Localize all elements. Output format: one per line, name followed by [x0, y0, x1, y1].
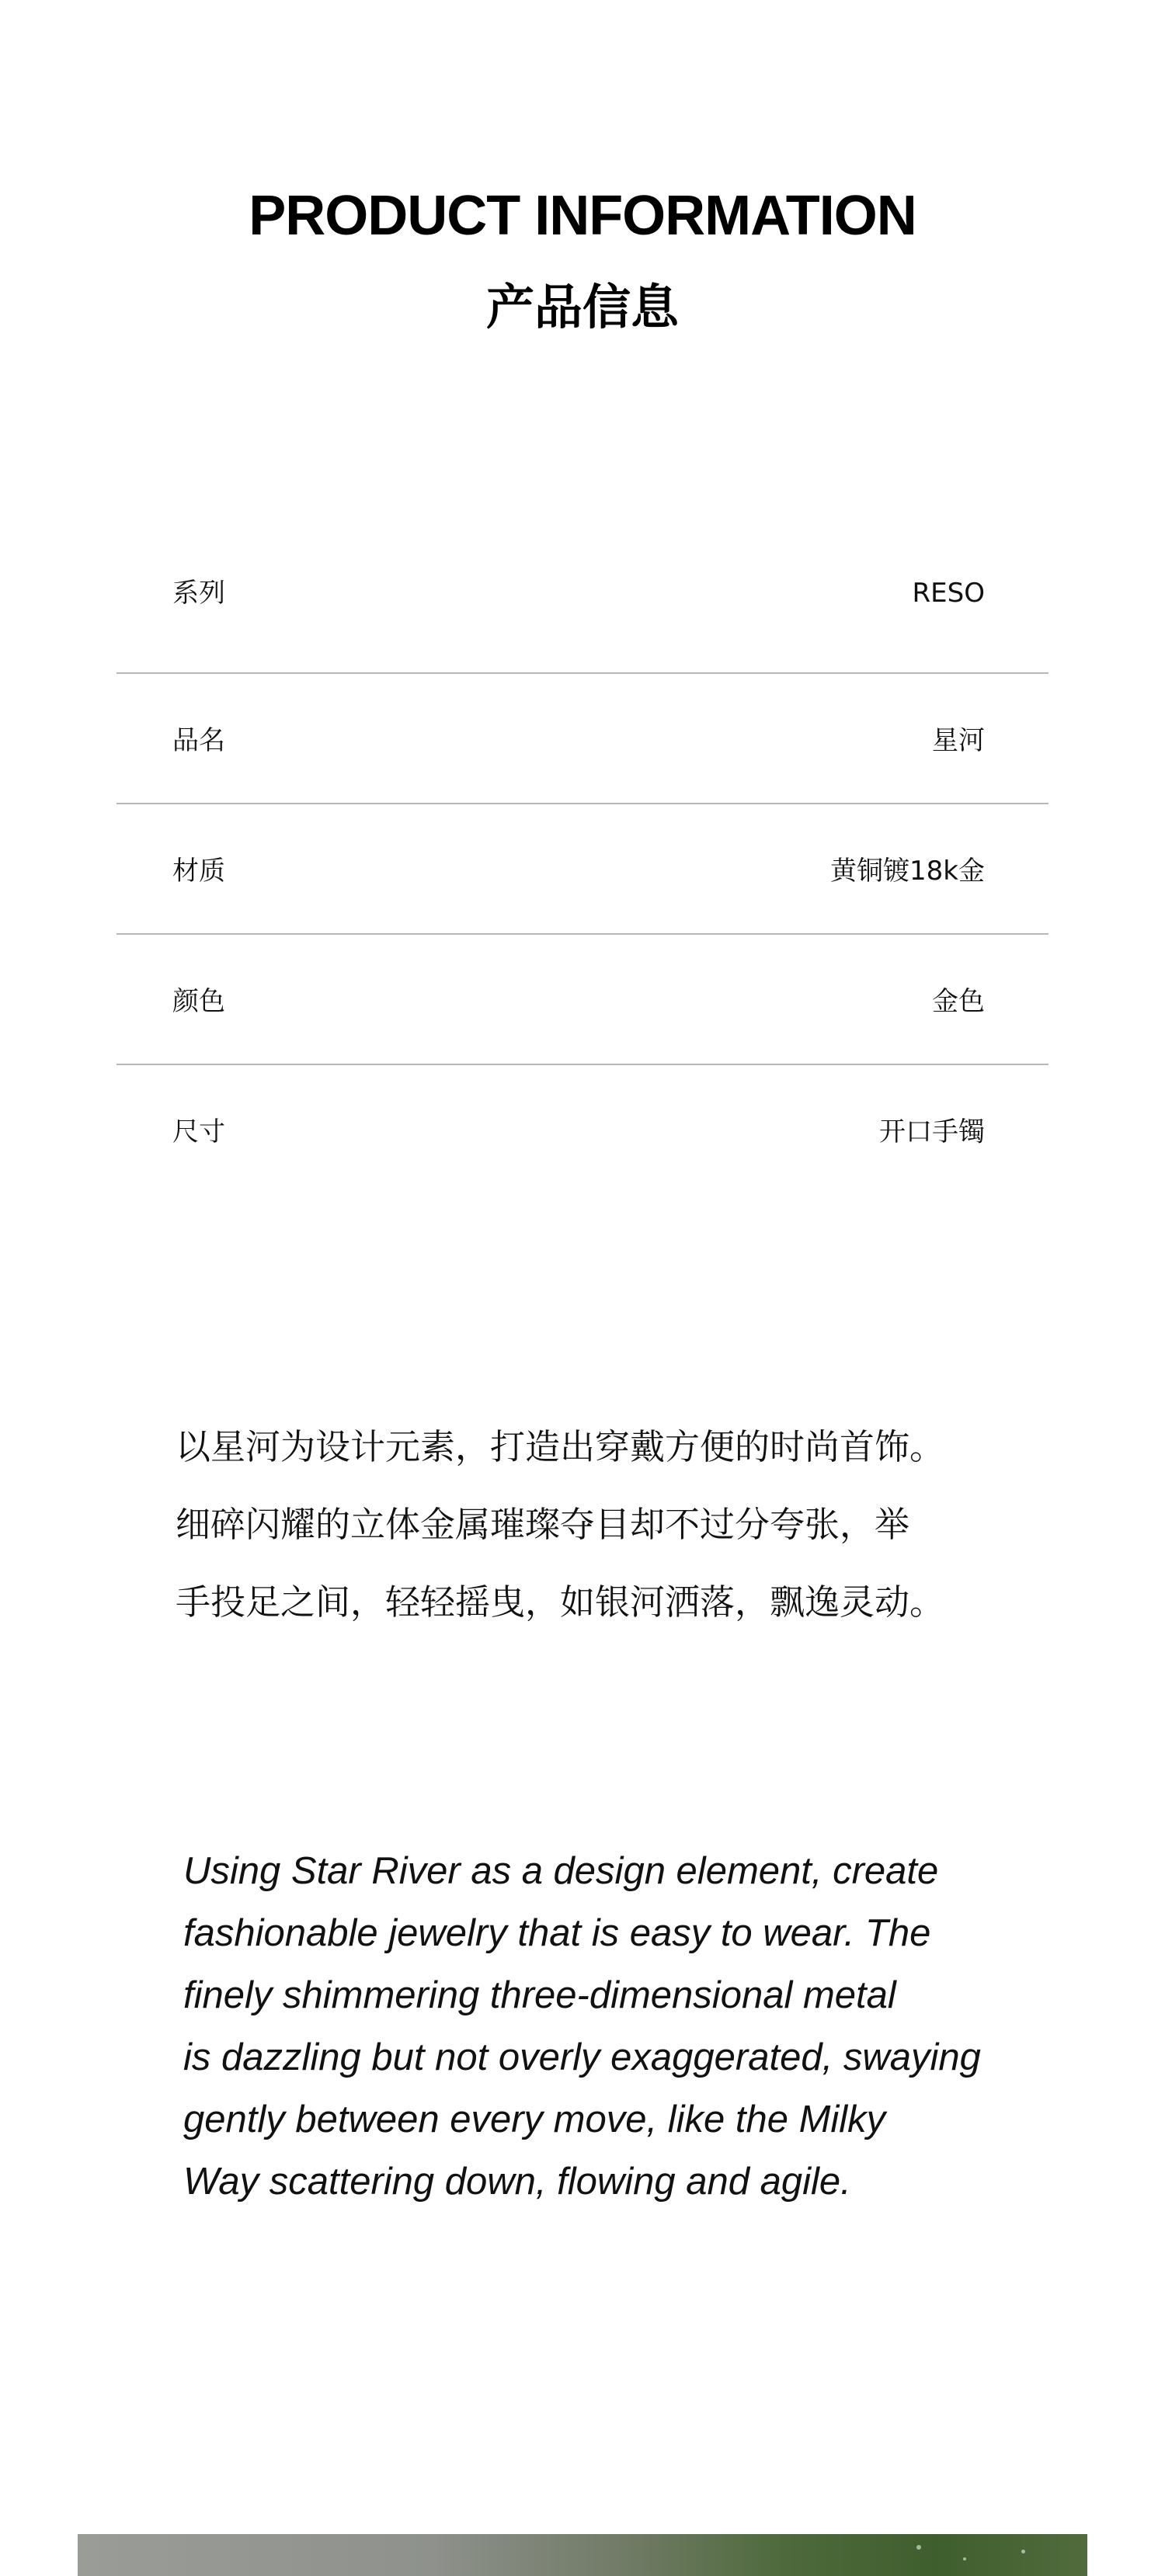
spec-value: 开口手镯: [879, 1116, 985, 1147]
spec-row-material: [116, 803, 1048, 933]
spec-row-name: [116, 672, 1048, 803]
description-cn-line: 细碎闪耀的立体金属璀璨夺目却不过分夸张，举: [176, 1504, 910, 1545]
description-english: [183, 1840, 1007, 2213]
spec-value: RESO: [912, 578, 985, 609]
spec-label: 材质: [172, 856, 225, 887]
spec-row-size: [116, 1064, 1048, 1194]
spec-label: 品名: [172, 725, 225, 756]
photo-highlight: [1021, 2550, 1025, 2553]
description-en-line: finely shimmering three-dimensional metal: [183, 1974, 896, 2016]
page-title-cn: 产品信息: [485, 279, 679, 335]
product-spec-table: [116, 543, 1048, 1194]
photo-highlight: [963, 2557, 966, 2560]
spec-row-series: [116, 543, 1048, 672]
spec-label: 颜色: [172, 986, 225, 1017]
page-title-en: PRODUCT INFORMATION: [249, 185, 916, 247]
spec-value: 星河: [932, 725, 985, 756]
spec-label: 尺寸: [172, 1116, 225, 1147]
description-cn-line: 以星河为设计元素，打造出穿戴方便的时尚首饰。: [176, 1426, 945, 1467]
product-photo: [78, 2534, 1087, 2576]
description-en-line: Using Star River as a design element, create: [183, 1850, 939, 1892]
photo-highlight: [916, 2545, 921, 2550]
spec-value: 黄铜镀18k金: [830, 856, 985, 887]
description-cn-line: 手投足之间，轻轻摇曳，如银河洒落，飘逸灵动。: [176, 1581, 945, 1623]
description-en-line: Way scattering down, flowing and agile.: [183, 2161, 851, 2203]
spec-value: 金色: [932, 986, 985, 1017]
description-en-line: is dazzling but not overly exaggerated, swaying: [183, 2036, 981, 2078]
spec-label: 系列: [172, 578, 225, 609]
spec-row-color: [116, 933, 1048, 1064]
description-en-line: gently between every move, like the Milky: [183, 2099, 886, 2140]
description-en-line: fashionable jewelry that is easy to wear. The: [183, 1912, 931, 1954]
description-chinese: [176, 1408, 1030, 1641]
